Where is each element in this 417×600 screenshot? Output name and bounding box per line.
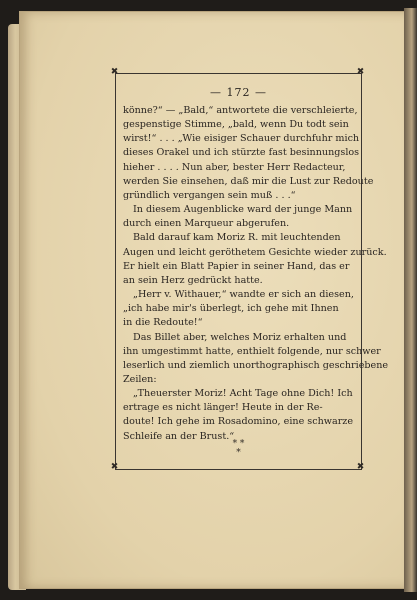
text-line: Zeilen: xyxy=(123,373,157,385)
next-page-edge xyxy=(404,8,417,592)
corner-ornament-bottom-right: ✖ xyxy=(356,462,365,472)
corner-ornament-top-left: ✖ xyxy=(110,67,119,77)
text-line: „Herr v. Withauer,“ wandte er sich an diesen, xyxy=(133,289,354,301)
text-line: gründlich vergangen sein muß . . .“ xyxy=(123,189,296,201)
text-line: dieses Orakel und ich stürzte fast besinnungslos xyxy=(123,147,360,159)
text-line: durch einen Marqueur abgerufen. xyxy=(123,218,290,230)
text-line: doute! Ich gehe im Rosadomino, eine schwarze xyxy=(123,416,354,428)
section-break-stars-bottom: * xyxy=(236,448,241,458)
section-break-stars-top: * * xyxy=(232,439,245,449)
text-line: Er hielt ein Blatt Papier in seiner Hand, das er xyxy=(123,260,350,272)
text-line: gespenstige Stimme, „bald, wenn Du todt sein xyxy=(123,119,349,131)
text-line: in die Redoute!“ xyxy=(123,317,203,329)
text-line: an sein Herz gedrückt hatte. xyxy=(123,274,263,286)
text-line: „ich habe mir's überlegt, ich gehe mit Ihnen xyxy=(123,303,339,315)
text-line: Augen und leicht geröthetem Gesichte wieder zurück. xyxy=(123,246,387,258)
corner-ornament-top-right: ✖ xyxy=(356,67,365,77)
text-line: „Theuerster Moriz! Acht Tage ohne Dich! Ich xyxy=(133,388,353,400)
text-line: hieher . . . . Nun aber, bester Herr Redacteur, xyxy=(123,161,346,173)
text-line: Bald darauf kam Moriz R. mit leuchtenden xyxy=(133,232,341,244)
text-line: ertrage es nicht länger! Heute in der Re- xyxy=(123,402,323,414)
text-line: In diesem Augenblicke ward der junge Mann xyxy=(133,204,353,216)
text-line: Schleife an der Brust.“ xyxy=(123,430,235,442)
corner-ornament-bottom-left: ✖ xyxy=(110,462,119,472)
text-line: ihn umgestimmt hatte, enthielt folgende, nur schwer xyxy=(123,345,381,357)
text-line: Das Billet aber, welches Moriz erhalten und xyxy=(133,331,347,343)
text-line: werden Sie einsehen, daß mir die Lust zur Redoute xyxy=(123,175,374,187)
text-line: leserlich und ziemlich unorthographisch geschriebene xyxy=(123,359,389,371)
body-text xyxy=(123,104,389,444)
page-number: — 172 — xyxy=(210,86,267,99)
text-line: könne?“ — „Bald,“ antwortete die verschleierte, xyxy=(123,105,358,116)
text-line: wirst!“ . . . „Wie eisiger Schauer durchfuhr mich xyxy=(123,133,360,145)
